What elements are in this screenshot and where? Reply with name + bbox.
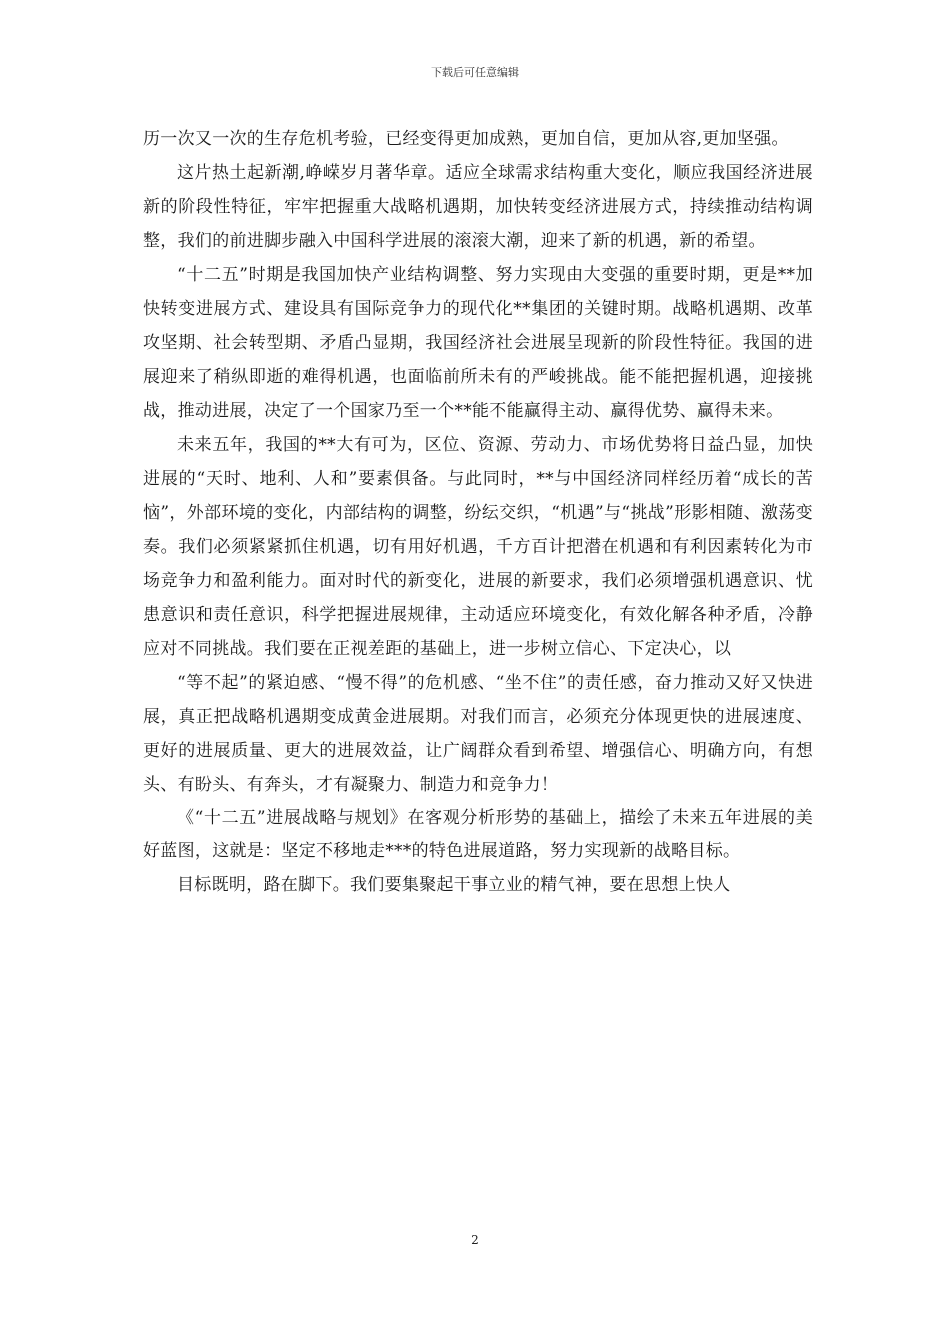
- page-header: 下载后可任意编辑: [431, 66, 519, 79]
- paragraph: 《“十二五”进展战略与规划》在客观分析形势的基础上，描绘了未来五年进展的美好蓝图，这就是：坚定不移地走***的特色进展道路，努力实现新的战略目标。: [143, 808, 813, 861]
- document-body: [143, 122, 813, 902]
- paragraph: 目标既明，路在脚下。我们要集聚起干事立业的精气神，要在思想上快人: [177, 875, 731, 895]
- page-number: 2: [471, 1233, 479, 1247]
- paragraph: “等不起”的紧迫感、“慢不得”的危机感、“坐不住”的责任感，奋力推动又好又快进展，真正把战略机遇期变成黄金进展期。对我们而言，必须充分体现更快的进展速度、更好的进展质量、更大的进展效益，让广阔群众看到希望、增强信心、明确方向，有想头、有盼头、有奔头，才有凝聚力、制造力和竞争力！: [143, 673, 813, 795]
- paragraph-continued: 历一次又一次的生存危机考验，已经变得更加成熟，更加自信，更加从容,更加坚强。: [143, 129, 789, 149]
- paragraph: 未来五年，我国的**大有可为，区位、资源、劳动力、市场优势将日益凸显，加快进展的“天时、地利、人和”要素俱备。与此同时，**与中国经济同样经历着“成长的苦恼”，外部环境的变化，内部结构的调整，纷纭交织，“机遇”与“挑战”形影相随、激荡变奏。我们必须紧紧抓住机遇，切有用好机遇，千方百计把潜在机遇和有利因素转化为市场竞争力和盈利能力。面对时代的新变化，进展的新要求，我们必须增强机遇意识、忧患意识和责任意识，科学把握进展规律，主动适应环境变化，有效化解各种矛盾，冷静应对不同挑战。我们要在正视差距的基础上，进一步树立信心、下定决心，以: [143, 435, 813, 659]
- paragraph: “十二五”时期是我国加快产业结构调整、努力实现由大变强的重要时期，更是**加快转变进展方式、建设具有国际竞争力的现代化**集团的关键时期。战略机遇期、改革攻坚期、社会转型期、矛盾凸显期，我国经济社会进展呈现新的阶段性特征。我国的进展迎来了稍纵即逝的难得机遇，也面临前所未有的严峻挑战。能不能把握机遇，迎接挑战，推动进展，决定了一个国家乃至一个**能不能赢得主动、赢得优势、赢得未来。: [143, 265, 813, 421]
- paragraph: 这片热土起新潮,峥嵘岁月著华章。适应全球需求结构重大变化，顺应我国经济进展新的阶段性特征，牢牢把握重大战略机遇期，加快转变经济进展方式，持续推动结构调整，我们的前进脚步融入中国科学进展的滚滚大潮，迎来了新的机遇，新的希望。: [143, 163, 813, 251]
